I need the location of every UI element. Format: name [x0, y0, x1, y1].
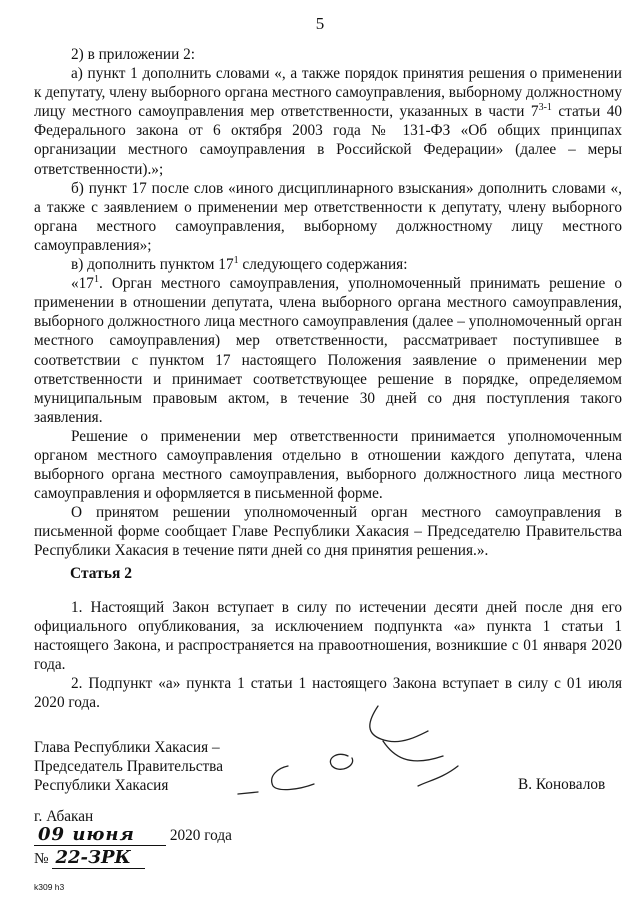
place: г. Абакан [34, 808, 94, 825]
signer-title-line: Председатель Правительства [34, 758, 223, 775]
paragraph-text: . Орган местного самоуправления, уполномоченный принимать решение о применении в отношении депутата, члена выборного органа местного самоуправления, выборного должностного лица местного самоуправления (далее – уполномоченный орган местного самоуправления) мер ответственности, рассматривает поступившее в соответствии с пунктом 17 настоящего Положения заявление о применении мер ответственности и принимает соответствующее решение в порядке, определяемом муниципальным правовым актом, в течение 30 дней со дня поступления такого заявления. [34, 275, 622, 426]
date-suffix: 2020 года [169, 827, 232, 844]
paragraph-text: «17 [71, 275, 94, 293]
superscript: 1 [233, 254, 239, 266]
paragraph: 2. Подпункт «а» пункта 1 статьи 1 настоящего Закона вступает в силу с 01 июля 2020 года. [34, 675, 622, 712]
signer-title-line: Глава Республики Хакасия – [34, 739, 220, 756]
signer-title-line: Республики Хакасия [34, 777, 169, 794]
date-line [34, 824, 232, 846]
handwritten-signature [228, 696, 468, 806]
article-heading: Статья 2 [70, 565, 132, 582]
law-number-line [34, 847, 145, 869]
paragraph: О принятом решении уполномоченный орган местного самоуправления в письменной форме сообщает Главе Республики Хакасия – Председателю Правительства Республики Хакасия в течение пяти дней со дня принятия решения.». [34, 504, 622, 560]
signer-name: В. Коновалов [518, 776, 606, 793]
paragraph: б) пункт 17 после слов «иного дисциплинарного взыскания» дополнить словами «, а также с заявлением о применении мер ответственности к депутату, члену выборного органа местного самоуправления, выборному должностному лицу местного самоуправления»; [34, 179, 622, 254]
handwritten-date: 09 июня [34, 824, 166, 846]
number-prefix: № [34, 850, 49, 867]
paragraph: Решение о применении мер ответственности принимается уполномоченным органом местного самоуправления отдельно в отношении каждого депутата, члена выборного органа местного самоуправления, выборного должностного лица местного самоуправления и оформляется в письменной форме. [34, 427, 622, 503]
handwritten-number: 22-ЗРК [52, 847, 145, 869]
footer-code: k309 h3 [34, 882, 65, 892]
signer-title [34, 738, 223, 795]
paragraph-text: следующего содержания: [238, 256, 408, 274]
paragraph: 2) в приложении 2: [71, 46, 195, 63]
paragraph-text: в) дополнить пунктом 17 [71, 256, 234, 274]
amendments-text [34, 45, 622, 561]
superscript: 1 [93, 274, 99, 286]
paragraph [34, 274, 622, 427]
superscript: 3-1 [538, 102, 552, 114]
paragraph [34, 255, 622, 274]
paragraph [34, 64, 622, 179]
paragraph-text: статьи 40 Федерального закона от 6 октября 2003 года № 131-ФЗ «Об общих принципах организации местного самоуправления в Российской Федерации» (далее – меры ответственности).»; [34, 103, 622, 178]
page-number: 5 [315, 14, 325, 33]
paragraph-text: а) пункт 1 дополнить словами «, а также порядок принятия решения о применении к депутату, члену выборного органа местного самоуправления, выборному должностному лицу местного самоуправления мер ответственности, указанных в части 7 [34, 65, 622, 121]
paragraph: 1. Настоящий Закон вступает в силу по истечении десяти дней после дня его официального опубликования, за исключением подпункта «а» пункта 1 статьи 1 настоящего Закона, и распространяется на правоотношения, возникшие с 01 января 2020 года. [34, 599, 622, 674]
